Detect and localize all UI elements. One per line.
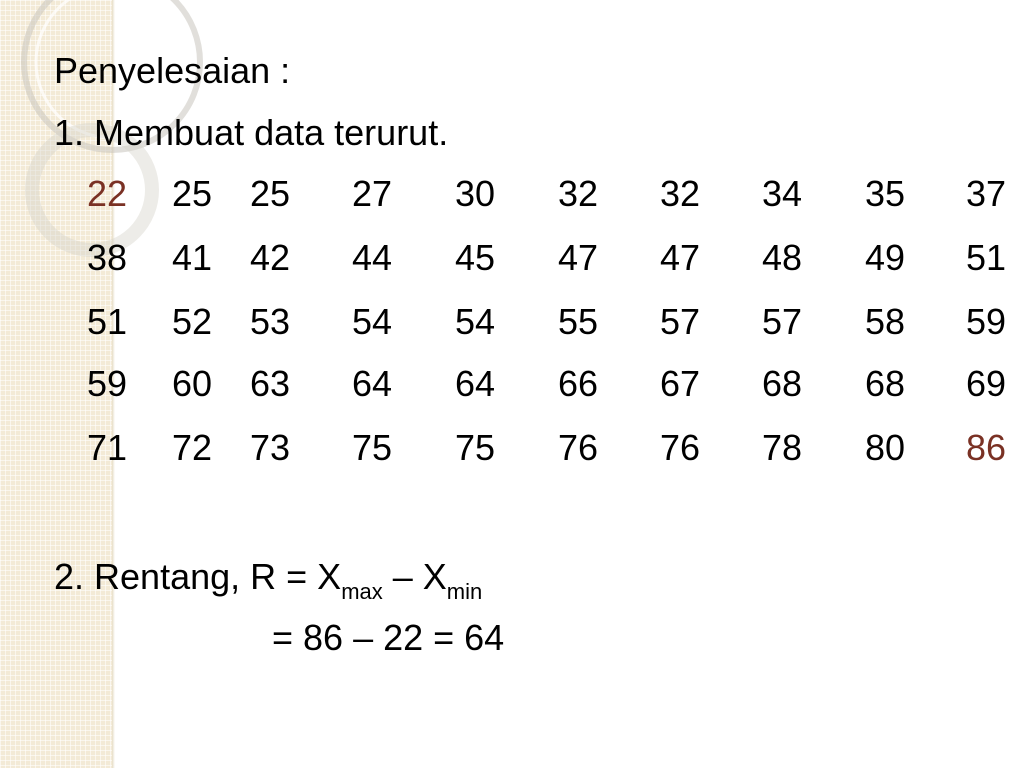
formula-minus: – X — [382, 556, 447, 597]
data-value-r4-c4: 64 — [352, 363, 393, 404]
data-value-r2-c8: 48 — [762, 237, 803, 278]
data-value-r4-c7: 67 — [660, 363, 701, 404]
data-value-r5-c7: 76 — [660, 427, 701, 468]
heading-text: Penyelesaian : — [54, 50, 291, 91]
data-value-r1-c6: 32 — [558, 173, 599, 214]
step1-label: 1. Membuat data terurut. — [54, 112, 449, 153]
data-value-r2-c10: 51 — [966, 237, 1007, 278]
data-value-r3-c6: 55 — [558, 301, 599, 342]
data-value-r1-c1: 22 — [87, 173, 128, 214]
data-value-r3-c10: 59 — [966, 301, 1007, 342]
formula-prefix: 2. Rentang, R = X — [54, 556, 342, 597]
data-value-r2-c6: 47 — [558, 237, 599, 278]
data-value-r4-c3: 63 — [250, 363, 291, 404]
range-calculation: = 86 – 22 = 64 — [272, 617, 505, 658]
data-value-r4-c10: 69 — [966, 363, 1007, 404]
data-value-r3-c8: 57 — [762, 301, 803, 342]
data-value-r2-c3: 42 — [250, 237, 291, 278]
data-value-r5-c8: 78 — [762, 427, 803, 468]
data-value-r4-c2: 60 — [172, 363, 213, 404]
data-value-r1-c7: 32 — [660, 173, 701, 214]
data-value-r5-c6: 76 — [558, 427, 599, 468]
step2-formula — [54, 556, 482, 605]
data-value-r3-c7: 57 — [660, 301, 701, 342]
data-value-r5-c9: 80 — [865, 427, 906, 468]
data-value-r2-c7: 47 — [660, 237, 701, 278]
data-value-r5-c1: 71 — [87, 427, 128, 468]
data-value-r4-c8: 68 — [762, 363, 803, 404]
data-value-r2-c2: 41 — [172, 237, 213, 278]
data-value-r3-c2: 52 — [172, 301, 213, 342]
data-value-r4-c6: 66 — [558, 363, 599, 404]
data-value-r2-c4: 44 — [352, 237, 393, 278]
data-value-r4-c1: 59 — [87, 363, 128, 404]
data-value-r5-c4: 75 — [352, 427, 393, 468]
data-value-r5-c3: 73 — [250, 427, 291, 468]
data-value-r1-c2: 25 — [172, 173, 213, 214]
data-value-r3-c9: 58 — [865, 301, 906, 342]
data-value-r3-c4: 54 — [352, 301, 393, 342]
data-value-r3-c1: 51 — [87, 301, 128, 342]
data-value-r2-c9: 49 — [865, 237, 906, 278]
data-value-r5-c10: 86 — [966, 427, 1007, 468]
data-value-r1-c5: 30 — [455, 173, 496, 214]
formula-sub-min: min — [446, 579, 483, 604]
data-value-r1-c9: 35 — [865, 173, 906, 214]
data-value-r5-c5: 75 — [455, 427, 496, 468]
data-value-r3-c5: 54 — [455, 301, 496, 342]
data-value-r4-c9: 68 — [865, 363, 906, 404]
data-value-r5-c2: 72 — [172, 427, 213, 468]
data-value-r1-c4: 27 — [352, 173, 393, 214]
data-value-r3-c3: 53 — [250, 301, 291, 342]
data-value-r1-c3: 25 — [250, 173, 291, 214]
formula-sub-max: max — [341, 579, 383, 604]
data-value-r2-c1: 38 — [87, 237, 128, 278]
data-value-r1-c10: 37 — [966, 173, 1007, 214]
data-value-r2-c5: 45 — [455, 237, 496, 278]
data-value-r4-c5: 64 — [455, 363, 496, 404]
data-value-r1-c8: 34 — [762, 173, 803, 214]
